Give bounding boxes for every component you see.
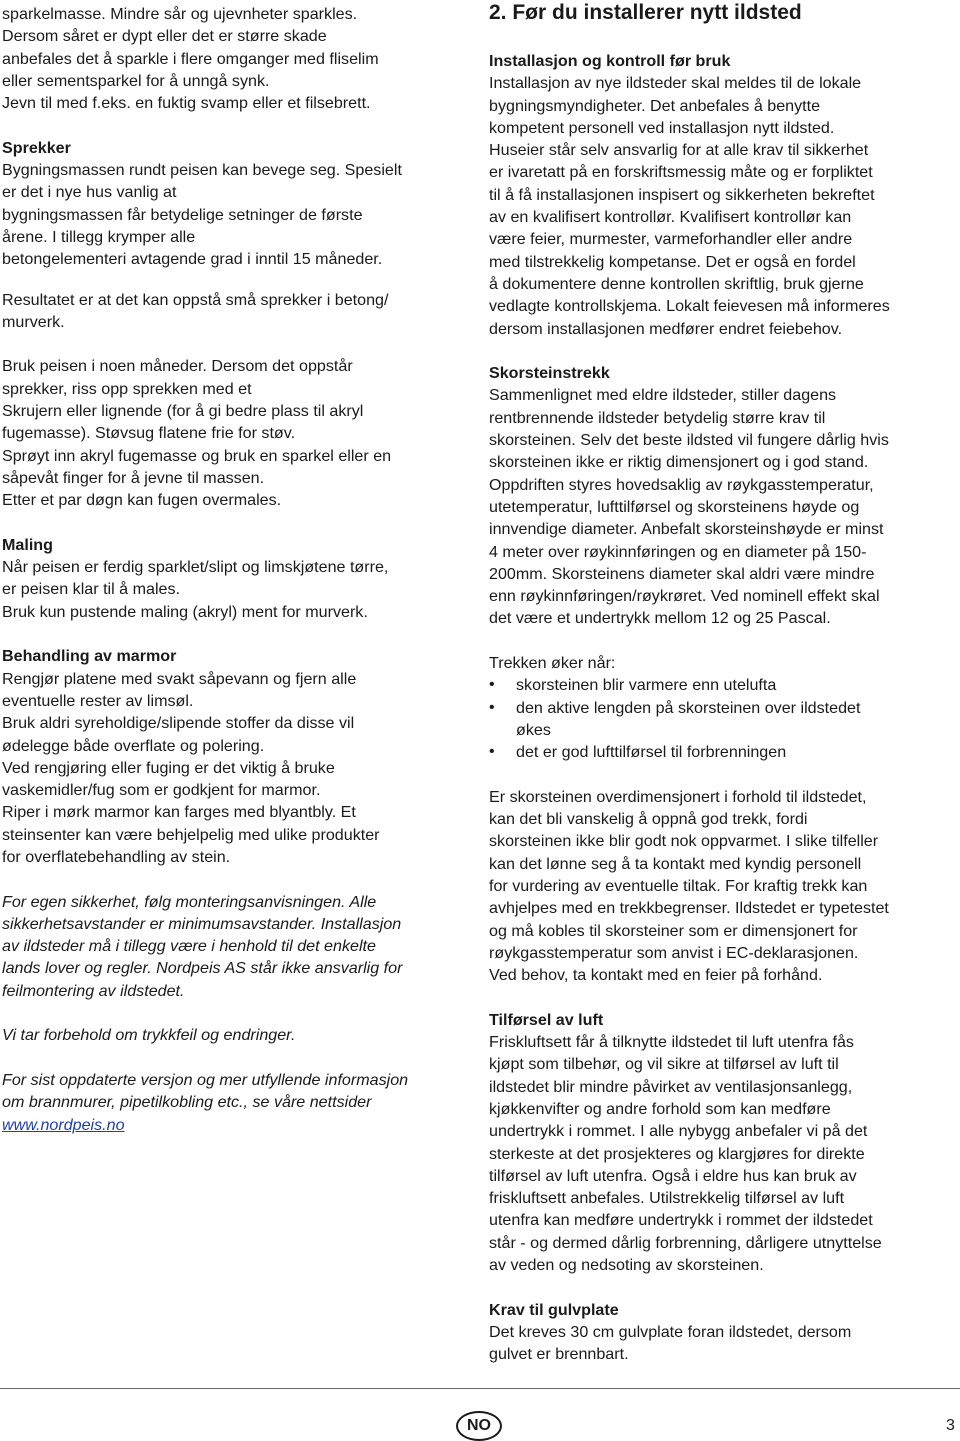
right-column <box>489 3 957 1388</box>
text-line: årene. I tillegg krymper alle <box>2 227 196 246</box>
text-line: eller sementsparkel for å unngå synk. <box>2 71 270 90</box>
result-paragraph <box>2 289 462 334</box>
text-line: Resultatet er at det kan oppstå små sprekker i betong/ <box>2 290 389 309</box>
text-line: med tilstrekkelig kompetanse. Det er også en fordel <box>489 252 856 271</box>
text-line: eventuelle rester av limsøl. <box>2 691 194 710</box>
page-number: 3 <box>946 1417 955 1434</box>
text-line: for overflatebehandling av stein. <box>2 847 231 866</box>
text-line: Vi tar forbehold om trykkfeil og endringer. <box>2 1026 296 1045</box>
text-line: kompetent personell ved installasjon nytt ildsted. <box>489 118 835 137</box>
install-section <box>489 50 957 340</box>
text-line: å dokumentere denne kontrollen skriftlig, bruk gjerne <box>489 274 864 293</box>
sprekker-section <box>2 137 462 271</box>
text-line: Friskluftsett får å tilknytte ildstedet til luft utenfra fås <box>489 1033 854 1052</box>
section-title: 2. Før du installerer nytt ildsted <box>489 1 802 24</box>
text-line: Huseier står selv ansvarlig for at alle krav til sikkerhet <box>489 141 869 160</box>
text-line: er ivaretatt på en forskriftsmessig måte og er forpliktet <box>489 163 873 182</box>
text-line: til å få installasjonen inspisert og sikkerheten bekreftet <box>489 185 875 204</box>
text-line: om brannmurer, pipetilkobling etc., se våre nettsider <box>2 1093 372 1112</box>
text-line: tilførsel av luft utenfra. Også i eldre hus kan bruk av <box>489 1166 857 1185</box>
text-line: Sprøyt inn akryl fugemasse og bruk en sparkel eller en <box>2 446 392 465</box>
overdim-paragraph <box>489 786 957 987</box>
left-column <box>2 3 462 1158</box>
text-line: Installasjon av nye ildsteder skal meldes til de lokale <box>489 74 862 93</box>
text-line: skorsteinen ikke blir godt nok oppvarmet. I slike tilfeller <box>489 832 879 851</box>
text-line: utetemperatur, lufttilførsel og skorsteinens høyde og <box>489 497 860 516</box>
bruk-paragraph <box>2 355 462 511</box>
text-line: avhjelpes med en trekkbegrenser. Ildstedet er typetestet <box>489 899 889 918</box>
skorstein-section <box>489 362 957 630</box>
text-line: sparkelmasse. Mindre sår og ujevnheter sparkles. <box>2 5 358 23</box>
text-line: det være et undertrykk mellom 12 og 25 Pascal. <box>489 609 831 628</box>
text-line: rentbrennende ildsteder betydelig større krav til <box>489 408 826 427</box>
marmor-section <box>2 645 462 868</box>
text-line: og må kobles til skorsteiner som er dimensjonert for <box>489 921 858 940</box>
text-line: dersom installasjonen medfører endret feiebehov. <box>489 319 843 338</box>
bullet-item: • den aktive lengden på skorsteinen over ildstedet <box>489 697 957 719</box>
text-line: vaskemidler/fug som er godkjent for marmor. <box>2 781 321 800</box>
text-line: Jevn til med f.eks. en fuktig svamp eller et filsebrett. <box>2 94 371 113</box>
trekken-intro: Trekken øker når: <box>489 654 616 673</box>
text-line: Er skorsteinen overdimensjonert i forhold til ildstedet, <box>489 787 867 806</box>
text-line: er det i nye hus vanlig at <box>2 183 177 202</box>
text-line: sterkeste at det prosjekteres og klargjøres for direkte <box>489 1144 865 1163</box>
text-line: være feier, murmester, varmeforhandler eller andre <box>489 230 853 249</box>
text-line: bygningsmyndigheter. Det anbefales å benytte <box>489 96 821 115</box>
install-heading: Installasjon og kontroll før bruk <box>489 52 731 70</box>
text-line: av en kvalifisert kontrollør. Kvalifisert kontrollør kan <box>489 208 852 227</box>
safety-notice <box>2 891 462 1002</box>
text-line: Når peisen er ferdig sparklet/slipt og limskjøtene tørre, <box>2 558 389 577</box>
intro-paragraph <box>2 3 462 114</box>
text-line: 4 meter over røykinnføringen og en diameter på 150- <box>489 542 867 561</box>
bullet-item: • det er god lufttilførsel til forbrenningen <box>489 741 957 763</box>
text-line: lands lover og regler. Nordpeis AS står ikke ansvarlig for <box>2 959 403 978</box>
text-line: Det kreves 30 cm gulvplate foran ildstedet, dersom <box>489 1322 852 1341</box>
text-line: gulvet er brennbart. <box>489 1345 629 1364</box>
text-line: Sammenlignet med eldre ildsteder, stiller dagens <box>489 386 837 405</box>
text-line: betongelementeri avtagende grad i inntil 15 måneder. <box>2 250 383 269</box>
text-line: feilmontering av ildstedet. <box>2 981 185 1000</box>
language-badge: NO <box>456 1411 502 1441</box>
text-line: kan det bli vanskelig å oppnå god trekk, fordi <box>489 810 808 829</box>
text-line: bygningsmassen får betydelige setninger de første <box>2 205 363 224</box>
skorstein-heading: Skorsteinstrekk <box>489 364 610 383</box>
text-line: anbefales det å sparkle i flere omganger med fliselim <box>2 49 379 68</box>
bullet-continuation: økes <box>516 720 551 739</box>
text-line: av ildsteder må i tillegg være i henhold til det enkelte <box>2 937 376 956</box>
text-line: 200mm. Skorsteinens diameter skal aldri være mindre <box>489 564 875 583</box>
text-line: skorsteinen ikke er riktig dimensjonert og i god stand. <box>489 453 869 472</box>
text-line: friskluftsett anbefales. Utilstrekkelig tilførsel av luft <box>489 1189 845 1208</box>
text-line: er peisen klar til å males. <box>2 580 180 599</box>
text-line: steinsenter kan være behjelpelig med ulike produkter <box>2 825 380 844</box>
text-line: sikkerhetsavstander er minimumsavstander. Installasjon <box>2 914 402 933</box>
maling-heading: Maling <box>2 535 53 554</box>
text-line: kjøpt som tilbehør, og vil sikre at tilførsel av luft til <box>489 1055 839 1074</box>
text-line: undertrykk i rommet. I alle nybygg anbefaler vi på det <box>489 1122 868 1141</box>
luft-section <box>489 1009 957 1277</box>
text-line: såpevåt finger for å jevne til massen. <box>2 468 265 487</box>
text-line: Bruk peisen i noen måneder. Dersom det oppstår <box>2 357 353 376</box>
text-line: sprekker, riss opp sprekken med et <box>2 379 252 398</box>
maling-section <box>2 534 462 623</box>
luft-heading: Tilførsel av luft <box>489 1010 604 1029</box>
text-line: vedlagte kontrollskjema. Lokalt feievesen må informeres <box>489 297 890 316</box>
text-line: ødelegge både overflate og polering. <box>2 736 265 755</box>
sprekker-heading: Sprekker <box>2 138 71 157</box>
text-line: Bruk aldri syreholdige/slipende stoffer da disse vil <box>2 714 355 733</box>
text-line: Rengjør platene med svakt såpevann og fjern alle <box>2 669 357 688</box>
text-line: Skrujern eller lignende (for å gi bedre plass til akryl <box>2 402 364 421</box>
text-line: Bruk kun pustende maling (akryl) ment for murverk. <box>2 602 368 621</box>
text-line: står - og dermed dårlig forbrenning, dårligere utnyttelse <box>489 1233 882 1252</box>
text-line: enn røykinnføringen/røykrøret. Ved nominell effekt skal <box>489 587 880 606</box>
text-line: Bygningsmassen rundt peisen kan bevege seg. Spesielt <box>2 161 402 180</box>
text-line: Etter et par døgn kan fugen overmales. <box>2 491 282 510</box>
text-line: Oppdriften styres hovedsaklig av røykgasstemperatur, <box>489 475 874 494</box>
gulvplate-section <box>489 1299 957 1366</box>
text-line: røykgasstemperatur som anvist i EC-deklarasjonen. <box>489 943 859 962</box>
text-line: utenfra kan medføre undertrykk i rommet der ildstedet <box>489 1211 873 1230</box>
text-line: Ved rengjøring eller fuging er det viktig å bruke <box>2 758 335 777</box>
text-line: fugemasse). Støvsug flatene frie for støv. <box>2 424 296 443</box>
marmor-heading: Behandling av marmor <box>2 647 177 666</box>
website-link[interactable]: www.nordpeis.no <box>2 1115 125 1134</box>
text-line: for vurdering av eventuelle tiltak. For kraftig trekk kan <box>489 876 868 895</box>
text-line: innvendige diameter. Anbefalt skorsteinshøyde er minst <box>489 520 884 539</box>
bullet-item: • skorsteinen blir varmere enn utelufta <box>489 674 957 696</box>
text-line: kan det lønne seg å ta kontakt med kyndig personell <box>489 854 862 873</box>
forbehold-notice <box>2 1024 462 1046</box>
latest-version-notice <box>2 1069 462 1136</box>
text-line: For egen sikkerhet, følg monteringsanvisningen. Alle <box>2 892 377 911</box>
text-line: murverk. <box>2 312 65 331</box>
text-line: skorsteinen. Selv det beste ildsted vil fungere dårlig hvis <box>489 431 889 450</box>
text-line: kjøkkenvifter og andre forhold som kan medføre <box>489 1099 831 1118</box>
text-line: Dersom såret er dypt eller det er større skade <box>2 27 327 46</box>
text-line: ildstedet blir mindre påvirket av ventilasjonsanlegg, <box>489 1077 853 1096</box>
text-line: av veden og nedsoting av skorsteinen. <box>489 1256 764 1275</box>
text-line: Riper i mørk marmor kan farges med blyantbly. Et <box>2 803 356 822</box>
gulvplate-heading: Krav til gulvplate <box>489 1300 619 1319</box>
text-line: For sist oppdaterte versjon og mer utfyllende informasjon <box>2 1070 409 1089</box>
trekken-list <box>489 652 957 763</box>
text-line: Ved behov, ta kontakt med en feier på forhånd. <box>489 966 823 985</box>
footer-divider <box>0 1388 960 1389</box>
